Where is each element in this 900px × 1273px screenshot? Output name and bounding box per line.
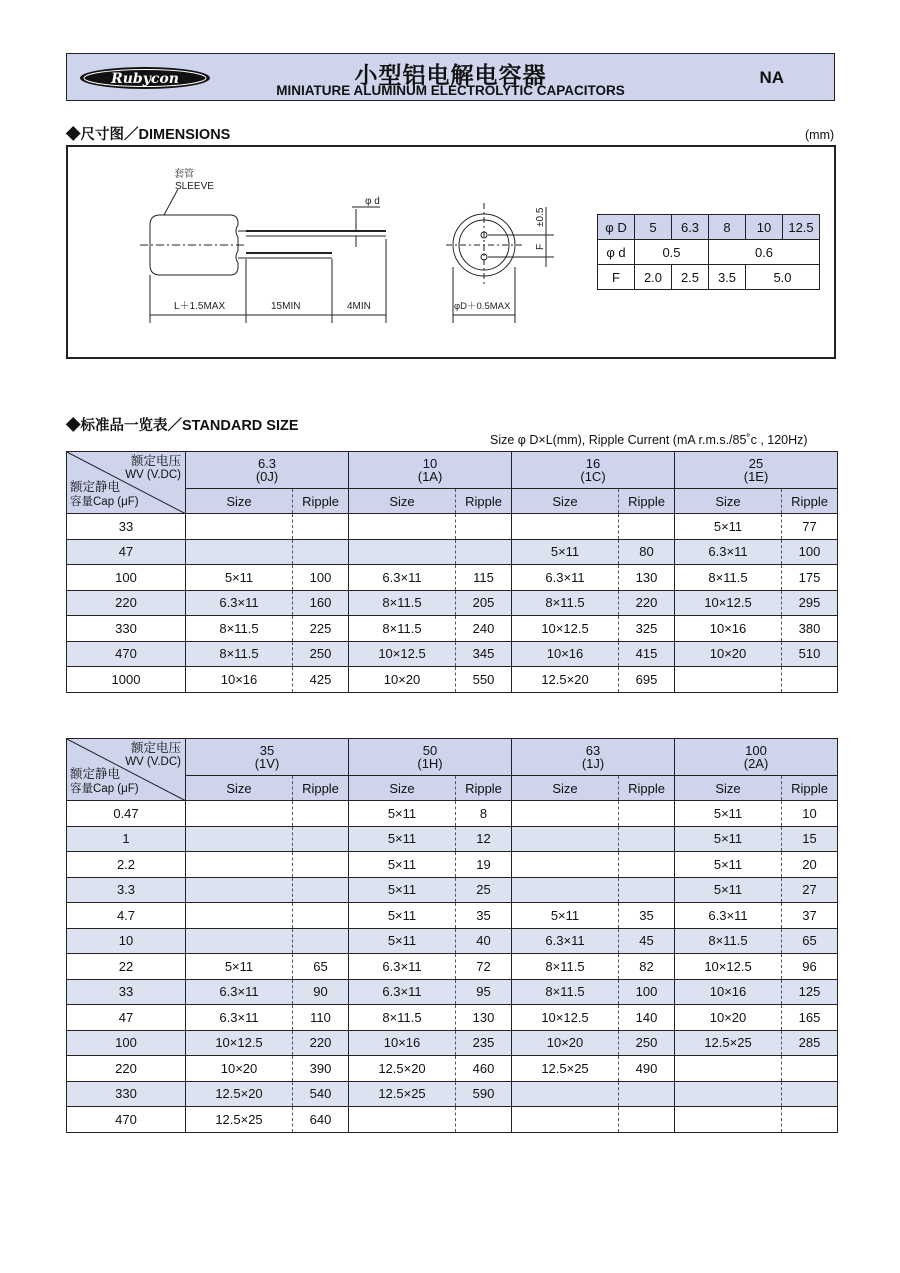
ripple-cell: 490 — [619, 1056, 675, 1082]
size-cell — [675, 1107, 782, 1133]
ripple-cell: 390 — [293, 1056, 349, 1082]
ripple-cell: 35 — [619, 903, 675, 929]
ripple-cell: 225 — [293, 616, 349, 642]
capacitance-cell: 0.47 — [67, 801, 186, 827]
ripple-cell — [293, 826, 349, 852]
size-cell — [512, 514, 619, 540]
size-column-header: Size — [675, 489, 782, 514]
ripple-cell: 250 — [293, 641, 349, 667]
ripple-cell: 140 — [619, 1005, 675, 1031]
size-cell: 6.3×11 — [186, 590, 293, 616]
size-column-header: Size — [512, 776, 619, 801]
table-row — [67, 1107, 838, 1133]
size-cell: 5×11 — [349, 928, 456, 954]
size-cell — [349, 539, 456, 565]
table-row — [67, 539, 838, 565]
ripple-cell: 295 — [782, 590, 838, 616]
size-cell: 5×11 — [349, 877, 456, 903]
ripple-cell: 160 — [293, 590, 349, 616]
ripple-column-header: Ripple — [782, 489, 838, 514]
ripple-cell — [293, 903, 349, 929]
size-cell: 12.5×25 — [512, 1056, 619, 1082]
ripple-cell: 220 — [293, 1030, 349, 1056]
size-cell: 6.3×11 — [512, 565, 619, 591]
size-cell: 12.5×25 — [349, 1081, 456, 1107]
dimensions-heading: ◆尺寸图／DIMENSIONS — [66, 127, 231, 143]
size-cell: 10×20 — [349, 667, 456, 693]
capacitance-cell: 10 — [67, 928, 186, 954]
standard-size-table-1 — [66, 451, 838, 693]
table-cell: 2.0 — [635, 265, 672, 290]
capacitance-cell: 33 — [67, 979, 186, 1005]
capacitance-cell: 220 — [67, 590, 186, 616]
ripple-cell: 65 — [293, 954, 349, 980]
svg-text:L＋1.5MAX: L＋1.5MAX — [174, 301, 226, 312]
ripple-cell — [456, 1107, 512, 1133]
size-column-header: Size — [675, 776, 782, 801]
size-cell: 10×20 — [512, 1030, 619, 1056]
ripple-cell — [619, 1107, 675, 1133]
phiD-label: φ D — [598, 215, 635, 240]
ripple-cell: 25 — [456, 877, 512, 903]
size-cell: 10×12.5 — [349, 641, 456, 667]
ripple-cell: 460 — [456, 1056, 512, 1082]
capacitance-cell: 47 — [67, 1005, 186, 1031]
ripple-cell: 325 — [619, 616, 675, 642]
ripple-cell: 100 — [619, 979, 675, 1005]
ripple-cell: 90 — [293, 979, 349, 1005]
corner-header: 额定电压 WV (V.DC) 额定静电 容量Cap (μF) — [67, 452, 186, 514]
size-column-header: Size — [186, 489, 293, 514]
phid-label: φ d — [598, 240, 635, 265]
svg-text:±0.5: ±0.5 — [535, 207, 546, 227]
table-row — [67, 1030, 838, 1056]
size-cell: 5×11 — [512, 903, 619, 929]
svg-text:Rubycon: Rubycon — [111, 71, 179, 87]
size-cell: 8×11.5 — [186, 616, 293, 642]
size-cell: 10×12.5 — [512, 1005, 619, 1031]
size-cell — [349, 514, 456, 540]
size-cell: 6.3×11 — [349, 979, 456, 1005]
size-cell — [512, 877, 619, 903]
size-cell: 5×11 — [349, 903, 456, 929]
ripple-cell: 12 — [456, 826, 512, 852]
series-code: NA — [759, 68, 784, 87]
ripple-cell: 45 — [619, 928, 675, 954]
ripple-cell: 27 — [782, 877, 838, 903]
voltage-header: 10 (1A) — [349, 452, 512, 489]
size-cell: 6.3×11 — [186, 979, 293, 1005]
ripple-cell: 8 — [456, 801, 512, 827]
size-cell: 5×11 — [349, 852, 456, 878]
ripple-cell: 510 — [782, 641, 838, 667]
ripple-cell — [293, 514, 349, 540]
ripple-cell: 345 — [456, 641, 512, 667]
ripple-cell — [293, 801, 349, 827]
ripple-cell: 380 — [782, 616, 838, 642]
voltage-header: 100 (2A) — [675, 739, 838, 776]
size-cell: 10×12.5 — [675, 954, 782, 980]
ripple-cell — [293, 877, 349, 903]
ripple-cell: 175 — [782, 565, 838, 591]
ripple-cell: 205 — [456, 590, 512, 616]
header-row — [67, 452, 838, 489]
ripple-cell: 130 — [619, 565, 675, 591]
size-cell: 5×11 — [349, 826, 456, 852]
ripple-cell — [293, 852, 349, 878]
size-cell: 6.3×11 — [675, 539, 782, 565]
size-cell: 6.3×11 — [349, 565, 456, 591]
table-cell: 5 — [635, 215, 672, 240]
svg-text:φD＋0.5MAX: φD＋0.5MAX — [454, 301, 511, 312]
capacitance-cell: 3.3 — [67, 877, 186, 903]
size-cell: 5×11 — [675, 826, 782, 852]
header-row — [67, 739, 838, 776]
ripple-cell — [782, 1107, 838, 1133]
corner-header: 额定电压 WV (V.DC) 额定静电 容量Cap (μF) — [67, 739, 186, 801]
standard-size-heading: ◆标准品一览表／STANDARD SIZE — [66, 418, 299, 434]
size-cell: 12.5×25 — [675, 1030, 782, 1056]
lead-dimension-table — [597, 214, 820, 290]
table-row — [67, 801, 838, 827]
voltage-header: 16 (1C) — [512, 452, 675, 489]
table-row — [67, 1005, 838, 1031]
size-column-header: Size — [512, 489, 619, 514]
size-cell: 10×16 — [675, 616, 782, 642]
ripple-cell: 82 — [619, 954, 675, 980]
size-cell — [186, 852, 293, 878]
size-cell: 12.5×20 — [349, 1056, 456, 1082]
size-cell — [675, 1056, 782, 1082]
voltage-header: 35 (1V) — [186, 739, 349, 776]
svg-text:F: F — [535, 243, 546, 250]
table-row — [598, 240, 820, 265]
ripple-cell: 35 — [456, 903, 512, 929]
ripple-cell: 37 — [782, 903, 838, 929]
ripple-cell: 19 — [456, 852, 512, 878]
size-cell: 8×11.5 — [512, 979, 619, 1005]
size-cell: 10×20 — [675, 641, 782, 667]
capacitance-cell: 330 — [67, 1081, 186, 1107]
table-row — [67, 903, 838, 929]
size-cell: 8×11.5 — [349, 590, 456, 616]
ripple-column-header: Ripple — [619, 776, 675, 801]
size-cell — [186, 514, 293, 540]
size-cell: 10×20 — [675, 1005, 782, 1031]
ripple-cell — [782, 667, 838, 693]
size-cell — [512, 1107, 619, 1133]
size-cell — [512, 852, 619, 878]
size-cell — [186, 928, 293, 954]
ripple-cell: 96 — [782, 954, 838, 980]
capacitance-cell: 100 — [67, 565, 186, 591]
ripple-cell: 425 — [293, 667, 349, 693]
size-cell — [512, 801, 619, 827]
ripple-cell: 250 — [619, 1030, 675, 1056]
table-cell: 8 — [709, 215, 746, 240]
table-row — [67, 565, 838, 591]
ripple-cell: 130 — [456, 1005, 512, 1031]
size-cell: 10×20 — [186, 1056, 293, 1082]
size-cell: 8×11.5 — [512, 954, 619, 980]
size-cell: 5×11 — [675, 801, 782, 827]
table-row — [67, 979, 838, 1005]
table-row — [67, 826, 838, 852]
table-row — [67, 852, 838, 878]
ripple-cell: 540 — [293, 1081, 349, 1107]
size-cell: 12.5×20 — [186, 1081, 293, 1107]
capacitance-cell: 4.7 — [67, 903, 186, 929]
ripple-cell: 240 — [456, 616, 512, 642]
size-cell: 12.5×20 — [512, 667, 619, 693]
size-cell: 5×11 — [512, 539, 619, 565]
size-cell: 5×11 — [186, 565, 293, 591]
capacitance-cell: 47 — [67, 539, 186, 565]
ripple-cell: 95 — [456, 979, 512, 1005]
table-cell: 0.6 — [709, 240, 820, 265]
ripple-cell — [619, 826, 675, 852]
page-header — [66, 53, 835, 101]
svg-text:4MIN: 4MIN — [347, 301, 371, 312]
ripple-column-header: Ripple — [782, 776, 838, 801]
capacitance-cell: 2.2 — [67, 852, 186, 878]
ripple-cell — [619, 877, 675, 903]
title-english: MINIATURE ALUMINUM ELECTROLYTIC CAPACITORS — [276, 83, 625, 98]
svg-text:套管: 套管 — [174, 169, 194, 180]
voltage-header: 63 (1J) — [512, 739, 675, 776]
table-cell: 2.5 — [672, 265, 709, 290]
size-cell — [512, 826, 619, 852]
capacitance-cell: 22 — [67, 954, 186, 980]
ripple-cell: 100 — [782, 539, 838, 565]
size-cell — [186, 826, 293, 852]
voltage-header: 6.3 (0J) — [186, 452, 349, 489]
ripple-column-header: Ripple — [619, 489, 675, 514]
table-row — [67, 616, 838, 642]
ripple-cell: 65 — [782, 928, 838, 954]
ripple-cell — [782, 1081, 838, 1107]
size-cell — [512, 1081, 619, 1107]
ripple-cell: 415 — [619, 641, 675, 667]
ripple-cell: 100 — [293, 565, 349, 591]
ripple-cell: 40 — [456, 928, 512, 954]
size-column-header: Size — [186, 776, 293, 801]
ripple-cell: 695 — [619, 667, 675, 693]
table-cell: 6.3 — [672, 215, 709, 240]
size-cell: 8×11.5 — [512, 590, 619, 616]
standard-size-table-2 — [66, 738, 838, 1133]
ripple-cell: 220 — [619, 590, 675, 616]
size-cell: 10×12.5 — [675, 590, 782, 616]
capacitance-cell: 470 — [67, 1107, 186, 1133]
size-cell — [675, 1081, 782, 1107]
size-cell — [186, 801, 293, 827]
table-cell: 10 — [746, 215, 783, 240]
ripple-cell: 550 — [456, 667, 512, 693]
table-row — [67, 590, 838, 616]
title-chinese: 小型铝电解电容器 — [354, 63, 547, 89]
size-cell: 10×12.5 — [512, 616, 619, 642]
table-row — [67, 514, 838, 540]
size-cell: 8×11.5 — [349, 616, 456, 642]
table-cell: 3.5 — [709, 265, 746, 290]
capacitance-cell: 33 — [67, 514, 186, 540]
capacitance-cell: 470 — [67, 641, 186, 667]
size-cell: 6.3×11 — [675, 903, 782, 929]
size-cell: 5×11 — [186, 954, 293, 980]
ripple-cell: 115 — [456, 565, 512, 591]
ripple-cell: 10 — [782, 801, 838, 827]
size-cell: 8×11.5 — [186, 641, 293, 667]
ripple-cell: 590 — [456, 1081, 512, 1107]
ripple-cell — [456, 514, 512, 540]
table-row — [67, 667, 838, 693]
ripple-cell: 285 — [782, 1030, 838, 1056]
size-cell: 8×11.5 — [675, 565, 782, 591]
table-cell: 5.0 — [746, 265, 820, 290]
size-cell — [349, 1107, 456, 1133]
ripple-cell — [293, 928, 349, 954]
size-cell: 10×16 — [675, 979, 782, 1005]
size-cell: 5×11 — [675, 514, 782, 540]
F-label: F — [598, 265, 635, 290]
ripple-cell: 20 — [782, 852, 838, 878]
ripple-cell — [619, 1081, 675, 1107]
ripple-cell — [456, 539, 512, 565]
size-cell: 10×12.5 — [186, 1030, 293, 1056]
svg-text:SLEEVE: SLEEVE — [175, 181, 214, 192]
ripple-cell: 110 — [293, 1005, 349, 1031]
ripple-cell — [782, 1056, 838, 1082]
size-cell: 6.3×11 — [349, 954, 456, 980]
standard-size-note: Size φ D×L(mm), Ripple Current (mA r.m.s./85˚c , 120Hz) — [490, 433, 808, 447]
size-cell — [186, 903, 293, 929]
voltage-header: 50 (1H) — [349, 739, 512, 776]
ripple-cell — [619, 514, 675, 540]
table-cell: 12.5 — [783, 215, 820, 240]
ripple-cell — [619, 801, 675, 827]
ripple-cell: 15 — [782, 826, 838, 852]
size-column-header: Size — [349, 489, 456, 514]
svg-text:φ d: φ d — [365, 196, 380, 207]
table-row — [598, 265, 820, 290]
capacitance-cell: 1 — [67, 826, 186, 852]
size-cell — [186, 539, 293, 565]
ripple-column-header: Ripple — [293, 776, 349, 801]
size-cell — [675, 667, 782, 693]
ripple-cell: 77 — [782, 514, 838, 540]
capacitance-cell: 220 — [67, 1056, 186, 1082]
dimensions-unit: (mm) — [805, 128, 835, 142]
svg-text:15MIN: 15MIN — [271, 301, 301, 312]
dimensions-box — [66, 145, 836, 359]
size-column-header: Size — [349, 776, 456, 801]
capacitance-cell: 1000 — [67, 667, 186, 693]
size-cell: 10×16 — [186, 667, 293, 693]
table-cell: 0.5 — [635, 240, 709, 265]
size-cell: 5×11 — [349, 801, 456, 827]
size-cell: 6.3×11 — [186, 1005, 293, 1031]
ripple-cell: 125 — [782, 979, 838, 1005]
table-row — [67, 1081, 838, 1107]
size-cell: 8×11.5 — [349, 1005, 456, 1031]
ripple-column-header: Ripple — [456, 489, 512, 514]
size-cell — [186, 877, 293, 903]
table-row — [598, 215, 820, 240]
table-row — [67, 877, 838, 903]
ripple-cell: 72 — [456, 954, 512, 980]
table-row — [67, 641, 838, 667]
size-cell: 12.5×25 — [186, 1107, 293, 1133]
size-cell: 10×16 — [349, 1030, 456, 1056]
table-row — [67, 1056, 838, 1082]
size-cell: 10×16 — [512, 641, 619, 667]
ripple-cell: 235 — [456, 1030, 512, 1056]
ripple-cell: 640 — [293, 1107, 349, 1133]
ripple-column-header: Ripple — [293, 489, 349, 514]
table-row — [67, 954, 838, 980]
size-cell: 5×11 — [675, 852, 782, 878]
table-row — [67, 928, 838, 954]
size-cell: 5×11 — [675, 877, 782, 903]
size-cell: 6.3×11 — [512, 928, 619, 954]
ripple-column-header: Ripple — [456, 776, 512, 801]
capacitance-cell: 100 — [67, 1030, 186, 1056]
ripple-cell: 80 — [619, 539, 675, 565]
ripple-cell — [293, 539, 349, 565]
voltage-header: 25 (1E) — [675, 452, 838, 489]
capacitance-cell: 330 — [67, 616, 186, 642]
size-cell: 8×11.5 — [675, 928, 782, 954]
ripple-cell: 165 — [782, 1005, 838, 1031]
ripple-cell — [619, 852, 675, 878]
